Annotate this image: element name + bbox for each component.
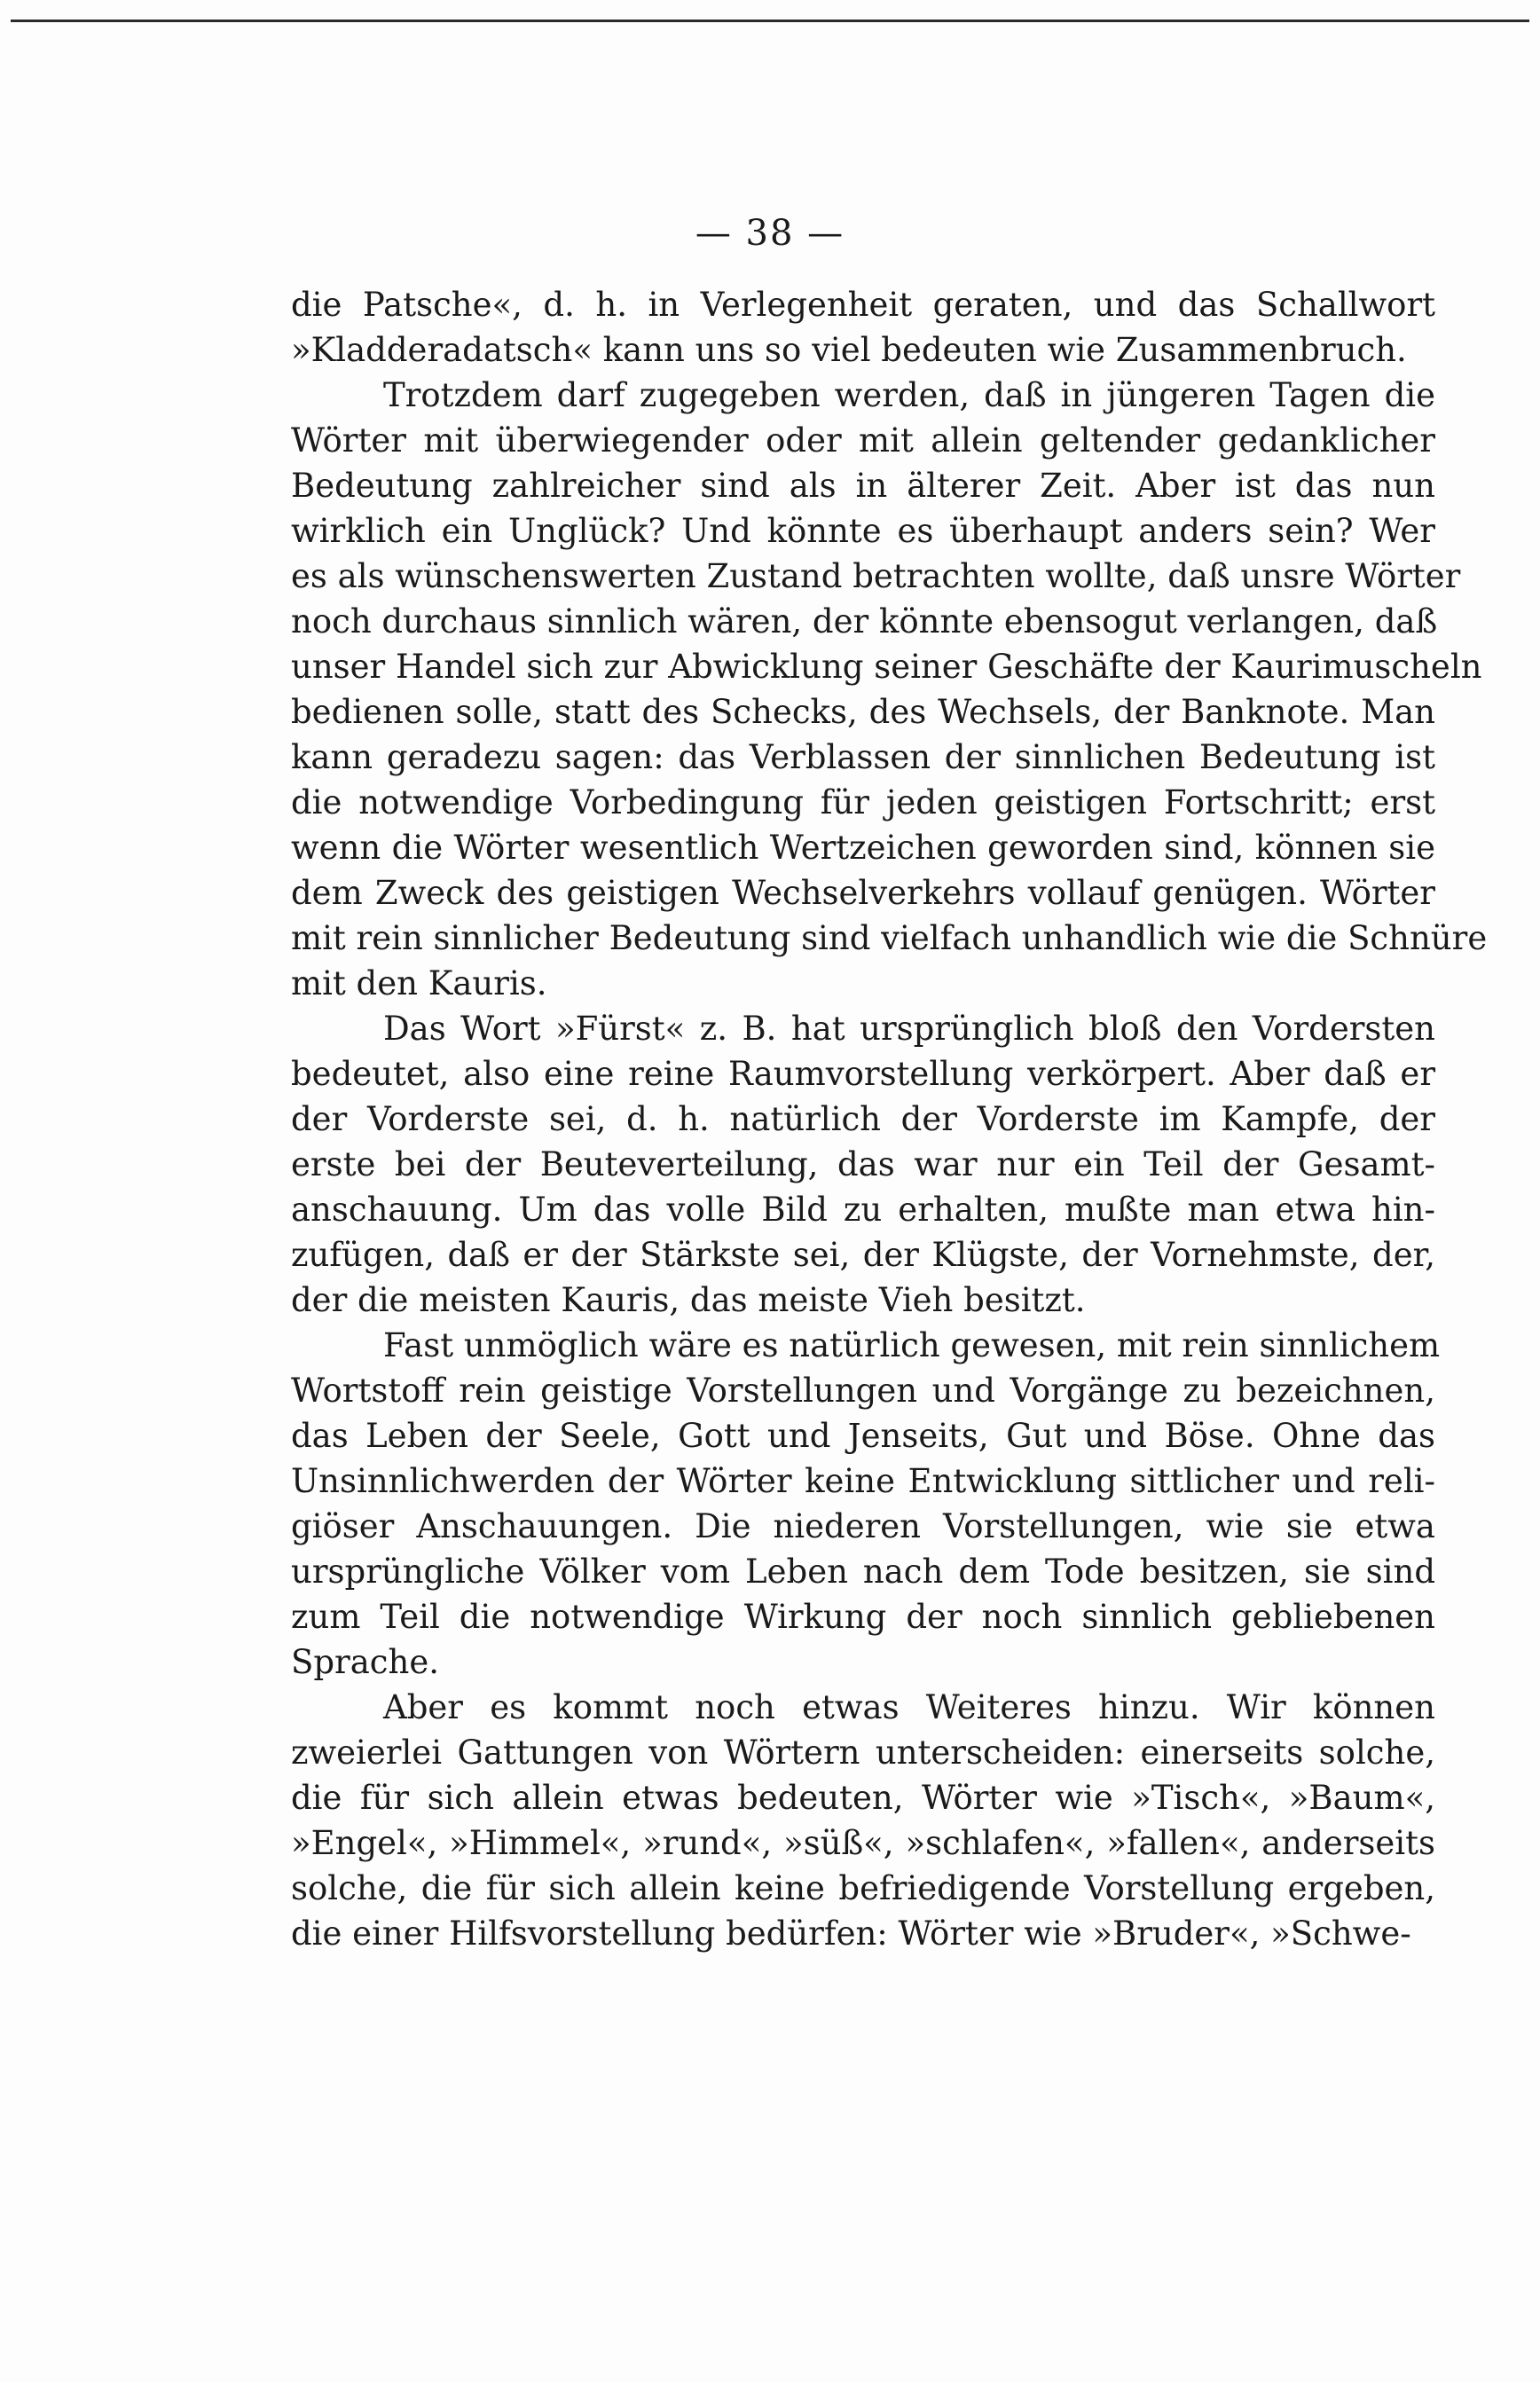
text-line: Bedeutung zahlreicher sind als in älterer Zeit. Aber ist das nun [291,467,1435,505]
text-line: Wortstoff rein geistige Vorstellungen und Vorgänge zu bezeichnen, [291,1372,1435,1410]
text-line: dem Zweck des geistigen Wechselverkehrs vollauf genügen. Wörter [291,874,1435,912]
text-line: die Patsche«, d. h. in Verlegenheit geraten, und das Schallwort [291,286,1435,324]
text-line: kann geradezu sagen: das Verblassen der sinnlichen Bedeutung ist [291,738,1435,776]
paragraph [291,1006,1435,1323]
body-text [291,282,1488,1956]
text-line: wenn die Wörter wesentlich Wertzeichen geworden sind, können sie [291,829,1435,867]
text-line: unser Handel sich zur Abwicklung seiner Geschäfte der Kaurimuscheln [291,648,1482,686]
text-line: wirklich ein Unglück? Und könnte es überhaupt anders sein? Wer [291,512,1435,550]
text-line: die einer Hilfsvorstellung bedürfen: Wörter wie »Bruder«, »Schwe- [291,1914,1411,1953]
text-line: Trotzdem darf zugegeben werden, daß in jüngeren Tagen die [383,376,1435,414]
paragraph [291,373,1488,1006]
text-line: »Kladderadatsch« kann uns so viel bedeuten wie Zusammenbruch. [291,331,1407,369]
paragraph [291,1323,1441,1685]
text-line: Sprache. [291,1643,439,1681]
text-line: es als wünschenswerten Zustand betrachten wollte, daß unsre Wörter [291,557,1461,595]
text-line: Fast unmöglich wäre es natürlich gewesen, mit rein sinnlichem [383,1326,1441,1364]
text-line: erste bei der Beuteverteilung, das war nur ein Teil der Gesamt- [291,1145,1435,1183]
text-line: die für sich allein etwas bedeuten, Wörter wie »Tisch«, »Baum«, [291,1779,1435,1817]
text-line: der die meisten Kauris, das meiste Vieh besitzt. [291,1281,1086,1319]
top-border-rule [11,20,1529,22]
text-line: bedeutet, also eine reine Raumvorstellung verkörpert. Aber daß er [291,1055,1435,1093]
text-line: »Engel«, »Himmel«, »rund«, »süß«, »schlafen«, »fallen«, anderseits [291,1824,1435,1862]
text-line: mit den Kauris. [291,964,547,1002]
text-line: zweierlei Gattungen von Wörtern unterscheiden: einerseits solche, [291,1733,1435,1772]
paragraph [291,282,1435,373]
text-line: giöser Anschauungen. Die niederen Vorstellungen, wie sie etwa [291,1507,1435,1545]
text-line: Unsinnlichwerden der Wörter keine Entwicklung sittlicher und reli- [291,1462,1435,1500]
text-line: der Vorderste sei, d. h. natürlich der Vorderste im Kampfe, der [291,1100,1435,1138]
text-line: bedienen solle, statt des Schecks, des Wechsels, der Banknote. Man [291,693,1435,731]
text-line: die notwendige Vorbedingung für jeden geistigen Fortschritt; erst [291,783,1435,822]
paragraph [291,1685,1435,1956]
text-line: zufügen, daß er der Stärkste sei, der Klügste, der Vornehmste, der, [291,1236,1435,1274]
text-line: Das Wort »Fürst« z. B. hat ursprünglich bloß den Vordersten [383,1010,1435,1048]
page-number: — 38 — [695,213,845,254]
text-line: das Leben der Seele, Gott und Jenseits, Gut und Böse. Ohne das [291,1417,1435,1455]
text-line: noch durchaus sinnlich wären, der könnte ebensogut verlangen, daß [291,602,1438,641]
text-line: ursprüngliche Völker vom Leben nach dem Tode besitzen, sie sind [291,1553,1435,1591]
text-line: Wörter mit überwiegender oder mit allein geltender gedanklicher [291,421,1435,460]
text-line: zum Teil die notwendige Wirkung der noch sinnlich gebliebenen [291,1598,1435,1636]
text-line: solche, die für sich allein keine befriedigende Vorstellung ergeben, [291,1869,1435,1907]
text-line: mit rein sinnlicher Bedeutung sind vielfach unhandlich wie die Schnüre [291,919,1488,957]
text-line: Aber es kommt noch etwas Weiteres hinzu. Wir können [383,1688,1435,1726]
text-line: anschauung. Um das volle Bild zu erhalten, mußte man etwa hin- [291,1191,1435,1229]
